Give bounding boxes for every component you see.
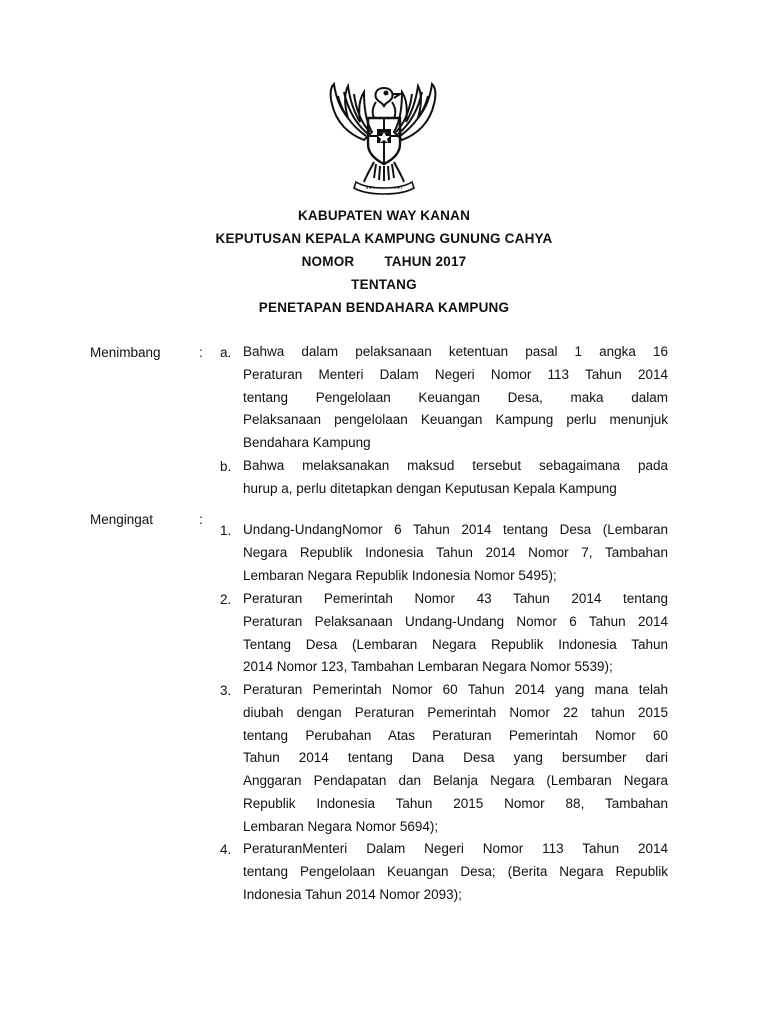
header-tentang: TENTANG xyxy=(351,277,417,292)
mengingat-colon: : xyxy=(199,512,203,527)
text-line: tentang Pengelolaan Keuangan Desa, maka dalam xyxy=(243,389,668,405)
text-line: Indonesia Tahun 2014 Nomor 2093); xyxy=(243,886,462,902)
menimbang-label: Menimbang xyxy=(90,345,161,360)
menimbang-colon: : xyxy=(199,345,203,360)
menimbang-item-b xyxy=(243,455,668,501)
mengingat-item-4 xyxy=(243,838,668,906)
text-line: Lembaran Negara Nomor 5694); xyxy=(243,818,439,834)
text-line: Peraturan Menteri Dalam Negeri Nomor 113 Tahun 2014 xyxy=(243,366,668,382)
text-line: Tentang Desa (Lembaran Negara Republik Indonesia Tahun xyxy=(243,636,668,652)
text-line: Bahwa dalam pelaksanaan ketentuan pasal 1 angka 16 xyxy=(243,344,668,359)
mengingat-item-1 xyxy=(243,519,668,587)
text-line: Peraturan Pemerintah Nomor 60 Tahun 2014 yang mana telah xyxy=(243,682,668,697)
mengingat-marker-4: 4. xyxy=(220,842,232,857)
text-line: Peraturan Pemerintah Nomor 43 Tahun 2014 tentang xyxy=(243,591,668,606)
text-line: Bendahara Kampung xyxy=(243,435,371,451)
header-regency: KABUPATEN WAY KANAN xyxy=(297,208,471,223)
text-line: Republik Indonesia Tahun 2015 Nomor 88, Tambahan xyxy=(243,795,668,811)
mengingat-marker-3: 3. xyxy=(220,683,232,698)
text-line: Peraturan Pelaksanaan Undang-Undang Nomor 6 Tahun 2014 xyxy=(243,613,668,629)
text-line: diubah dengan Peraturan Pemerintah Nomor 22 tahun 2015 xyxy=(243,704,668,720)
text-line: hurup a, perlu ditetapkan dengan Keputusan Kepala Kampung xyxy=(243,480,617,496)
text-line: Bahwa melaksanakan maksud tersebut sebagaimana pada xyxy=(243,458,668,473)
text-line: Anggaran Pendapatan dan Belanja Negara (Lembaran Negara xyxy=(243,773,668,789)
header-subject: PENETAPAN BENDAHARA KAMPUNG xyxy=(258,300,510,315)
nomor-label: NOMOR xyxy=(301,254,355,269)
menimbang-marker-a: a. xyxy=(220,345,232,360)
text-line: 2014 Nomor 123, Tambahan Lembaran Negara Nomor 5539); xyxy=(243,659,613,675)
mengingat-item-3 xyxy=(243,679,668,839)
menimbang-marker-b: b. xyxy=(220,459,232,474)
mengingat-item-2 xyxy=(243,588,668,679)
mengingat-marker-1: 1. xyxy=(220,523,232,538)
text-line: tentang Pengelolaan Keuangan Desa; (Berita Negara Republik xyxy=(243,863,668,879)
garuda-emblem-icon xyxy=(318,78,448,198)
mengingat-label: Mengingat xyxy=(90,512,154,527)
text-line: Lembaran Negara Republik Indonesia Nomor 5495); xyxy=(243,567,557,583)
menimbang-item-a xyxy=(243,341,668,455)
header-decree-title: KEPUTUSAN KEPALA KAMPUNG GUNUNG CAHYA xyxy=(215,231,553,246)
header-number-year xyxy=(0,254,768,269)
mengingat-marker-2: 2. xyxy=(220,592,232,607)
text-line: Undang-UndangNomor 6 Tahun 2014 tentang Desa (Lembaran xyxy=(243,522,668,537)
text-line: PeraturanMenteri Dalam Negeri Nomor 113 Tahun 2014 xyxy=(243,841,668,856)
text-line: Pelaksanaan pengelolaan Keuangan Kampung perlu menunjuk xyxy=(243,412,668,428)
tahun-label: TAHUN 2017 xyxy=(384,254,467,269)
text-line: Negara Republik Indonesia Tahun 2014 Nomor 7, Tambahan xyxy=(243,544,668,560)
text-line: Tahun 2014 tentang Dana Desa yang bersumber dari xyxy=(243,750,668,766)
text-line: tentang Perubahan Atas Peraturan Pemerintah Nomor 60 xyxy=(243,727,668,743)
